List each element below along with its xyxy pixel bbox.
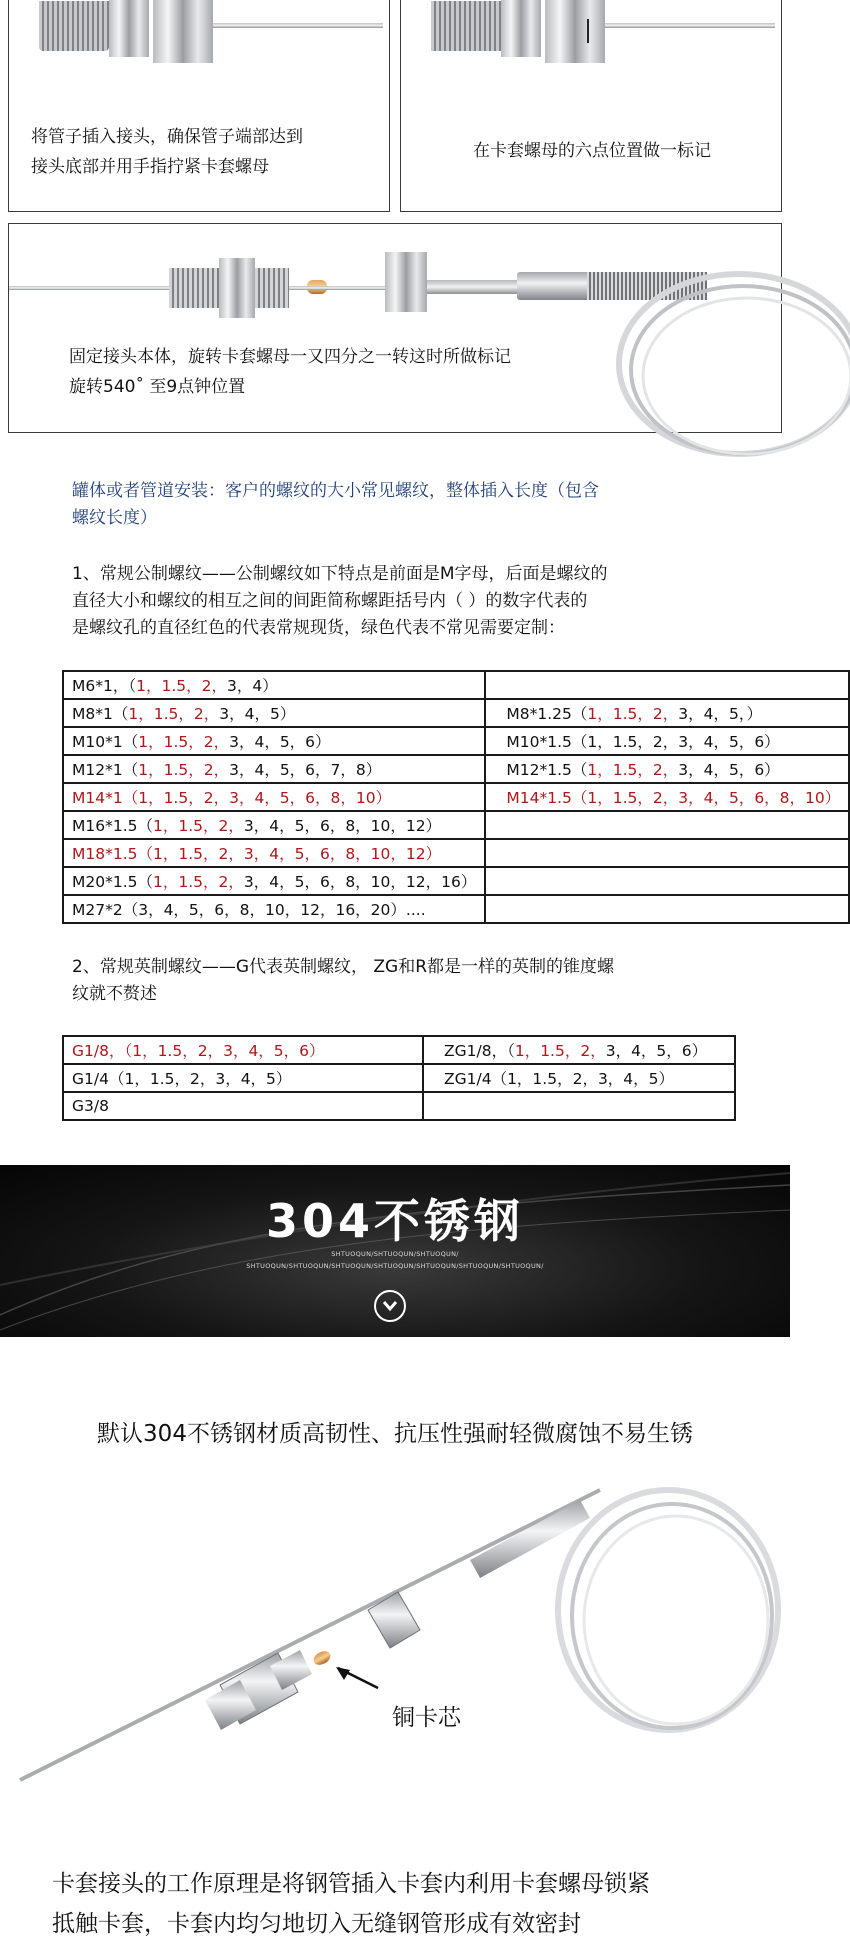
cell-text-rest: 3，4，5，） <box>678 705 763 723</box>
fitting-photo <box>29 0 389 79</box>
metric-line3: 是螺纹孔的直径红色的代表常规现货，绿色代表不常见需要定制： <box>72 618 565 638</box>
cell-text: M14*1.5（1，1.5，2，3，4，5，6，8，10） <box>506 789 841 807</box>
imperial-description <box>72 954 752 1008</box>
metric_table-cell-right <box>485 727 849 755</box>
cell-stock-values: 1，1.5，2， <box>514 1042 606 1060</box>
cell-text: G1/8，（1，1.5，2，3，4，5，6） <box>72 1042 325 1060</box>
fitting-hex <box>219 258 255 318</box>
metric_table-cell-left <box>63 727 485 755</box>
cell-text: M10*1（ <box>72 733 139 751</box>
hex-nut-3 <box>501 0 541 57</box>
cell-stock-values: 1，1.5，2， <box>128 705 220 723</box>
chevron-down-icon[interactable] <box>374 1290 406 1322</box>
step3-text <box>69 342 689 402</box>
thread-body <box>39 1 109 51</box>
material-banner <box>0 1165 790 1337</box>
cell-text: M6*1，（ <box>72 677 137 695</box>
metric_table-cell-left <box>63 755 485 783</box>
cell-stock-values: 1，1.5，2， <box>587 761 679 779</box>
metric_table-cell-right <box>485 783 849 811</box>
cell-stock-values: 1，1.5，2， <box>153 817 244 835</box>
table-row <box>63 1036 735 1064</box>
step1-text <box>31 122 381 182</box>
cell-text-rest: 3，4，5，6，8，10，12） <box>243 817 442 835</box>
metric_table-cell-right <box>485 867 849 895</box>
cell-text: M18*1.5（1，1.5，2，3，4，5，6，8，10，12） <box>72 845 442 863</box>
table-row <box>63 727 849 755</box>
table-row <box>63 699 849 727</box>
imperial_table-cell-left <box>63 1036 423 1064</box>
metric_table-cell-right <box>485 671 849 699</box>
principle-line1: 卡套接头的工作原理是将钢管插入卡套内利用卡套螺母锁紧 <box>52 1871 650 1897</box>
cell-text: M10*1.5（1，1.5，2，3，4，5，6） <box>506 733 780 751</box>
metric-description <box>72 561 752 642</box>
table-row <box>63 755 849 783</box>
cell-stock-values: 1，1.5，2， <box>587 705 679 723</box>
metric_table-cell-right <box>485 811 849 839</box>
metric_table-cell-left <box>63 699 485 727</box>
step1-line1: 将管子插入接头，确保管子端部达到 <box>31 127 303 147</box>
imperial_table-cell-right <box>423 1036 735 1064</box>
metric_table-cell-left <box>63 839 485 867</box>
install-heading-line2: 螺纹长度） <box>72 508 157 528</box>
principle-text <box>52 1864 772 1944</box>
step3-line2: 旋转540˚ 至9点钟位置 <box>69 377 246 397</box>
step2-text: 在卡套螺母的六点位置做一标记 <box>473 141 711 161</box>
table-row <box>63 811 849 839</box>
metric_table-cell-left <box>63 895 485 923</box>
cell-text: M12*1（ <box>72 761 139 779</box>
cell-text: M12*1.5（ <box>506 761 588 779</box>
hex-nut-2 <box>153 0 213 63</box>
cell-text-rest: 3，4，5，6） <box>229 733 331 751</box>
banner-sub2: SHTUOQUN/SHTUOQUN/SHTUOQUN/SHTUOQUN/SHTUOQUN/SHTUOQUN/SHTUOQUN/ <box>246 1262 544 1270</box>
thread-body-2 <box>431 1 501 51</box>
sheath-tube <box>427 280 517 294</box>
metric-line2: 直径大小和螺纹的相互之间的间距简称螺距括号内（ ）的数字代表的 <box>72 591 588 611</box>
cell-text: M16*1.5（ <box>72 817 153 835</box>
metric-line1: 1、常规公制螺纹——公制螺纹如下特点是前面是M字母，后面是螺纹的 <box>72 564 608 584</box>
imperial_table-cell-right <box>423 1064 735 1092</box>
cell-text-rest: 3，4，5，6，7，8） <box>229 761 382 779</box>
metric_table-cell-left <box>63 811 485 839</box>
fitting-thread-left <box>169 268 219 308</box>
mark-line <box>587 19 589 43</box>
install-heading <box>72 478 752 532</box>
table-row <box>63 867 849 895</box>
step3-box <box>8 223 782 433</box>
cell-text-rest: 3，4，5） <box>219 705 296 723</box>
imperial_table-cell-right <box>423 1092 735 1120</box>
principle-line2: 抵触卡套，卡套内均匀地切入无缝钢管形成有效密封 <box>52 1911 581 1937</box>
step2-box <box>400 0 782 212</box>
table-row <box>63 1064 735 1092</box>
mid-tube <box>289 286 389 290</box>
cell-text: ZG1/8，（ <box>444 1042 515 1060</box>
metric_table-cell-left <box>63 867 485 895</box>
cell-text-rest: 3，4，5，6） <box>678 761 780 779</box>
coiled-cable <box>529 224 783 434</box>
metric_table-cell-right <box>485 895 849 923</box>
banner-title: 304不锈钢 <box>265 1194 525 1248</box>
cell-text: M14*1（1，1.5，2，3，4，5，6，8，10） <box>72 789 392 807</box>
cell-text: M20*1.5（ <box>72 873 153 891</box>
probe-tube-2 <box>605 23 775 28</box>
metric_table-cell-left <box>63 671 485 699</box>
cell-stock-values: 1，1.5，2， <box>136 677 227 695</box>
install-heading-line1: 罐体或者管道安装：客户的螺纹的大小常见螺纹，整体插入长度（包含 <box>72 481 599 501</box>
cell-text: G1/4（1，1.5，2，3，4，5） <box>72 1070 292 1088</box>
imperial_table-cell-left <box>63 1092 423 1120</box>
probe-tube <box>213 23 383 28</box>
metric-thread-table <box>62 670 850 924</box>
table-row <box>63 1092 735 1120</box>
hex-nut <box>109 0 149 57</box>
table-row <box>63 895 849 923</box>
metric_table-cell-right <box>485 699 849 727</box>
cell-stock-values: 1，1.5，2， <box>138 733 230 751</box>
product-photo <box>0 1470 790 1810</box>
product-illustration <box>0 1470 790 1810</box>
compression-nut <box>385 252 427 312</box>
cell-text-rest: 3，4） <box>226 677 278 695</box>
cell-text: M8*1.25（ <box>506 705 588 723</box>
cell-text: G3/8 <box>72 1097 109 1115</box>
cell-text: M8*1（ <box>72 705 129 723</box>
fitting-photo-2 <box>421 0 781 79</box>
metric_table-cell-right <box>485 755 849 783</box>
step3-line1: 固定接头本体，旋转卡套螺母一又四分之一转这时所做标记 <box>69 347 511 367</box>
hex-nut-4 <box>545 0 605 63</box>
metric_table-cell-right <box>485 839 849 867</box>
imperial_table-cell-left <box>63 1064 423 1092</box>
cell-stock-values: 1，1.5，2， <box>153 873 244 891</box>
left-tube <box>9 286 179 290</box>
material-text: 默认304不锈钢材质高韧性、抗压性强耐轻微腐蚀不易生锈 <box>97 1421 693 1447</box>
table-row <box>63 671 849 699</box>
imperial-thread-table <box>62 1035 736 1121</box>
step1-box <box>8 0 390 212</box>
metric_table-cell-left <box>63 783 485 811</box>
cell-text-rest: 3，4，5，6） <box>605 1042 708 1060</box>
imperial-line2: 纹就不赘述 <box>72 984 157 1004</box>
step1-line2: 接头底部并用手指拧紧卡套螺母 <box>31 157 269 177</box>
fitting-thread-right <box>255 268 289 308</box>
table-row <box>63 783 849 811</box>
copper-ferrule-label: 铜卡芯 <box>392 1705 461 1731</box>
cell-text: ZG1/4（1，1.5，2，3，4，5） <box>444 1070 675 1088</box>
cell-text-rest: 3，4，5，6，8，10，12，16） <box>243 873 477 891</box>
table-row <box>63 839 849 867</box>
cell-text: M27*2（3，4，5，6，8，10，12，16，20）.... <box>72 901 426 919</box>
cell-stock-values: 1，1.5，2， <box>138 761 230 779</box>
imperial-line1: 2、常规英制螺纹——G代表英制螺纹， ZG和R都是一样的英制的锥度螺 <box>72 957 615 977</box>
banner-sub1: SHTUOQUN/SHTUOQUN/SHTUOQUN/ <box>331 1250 459 1258</box>
